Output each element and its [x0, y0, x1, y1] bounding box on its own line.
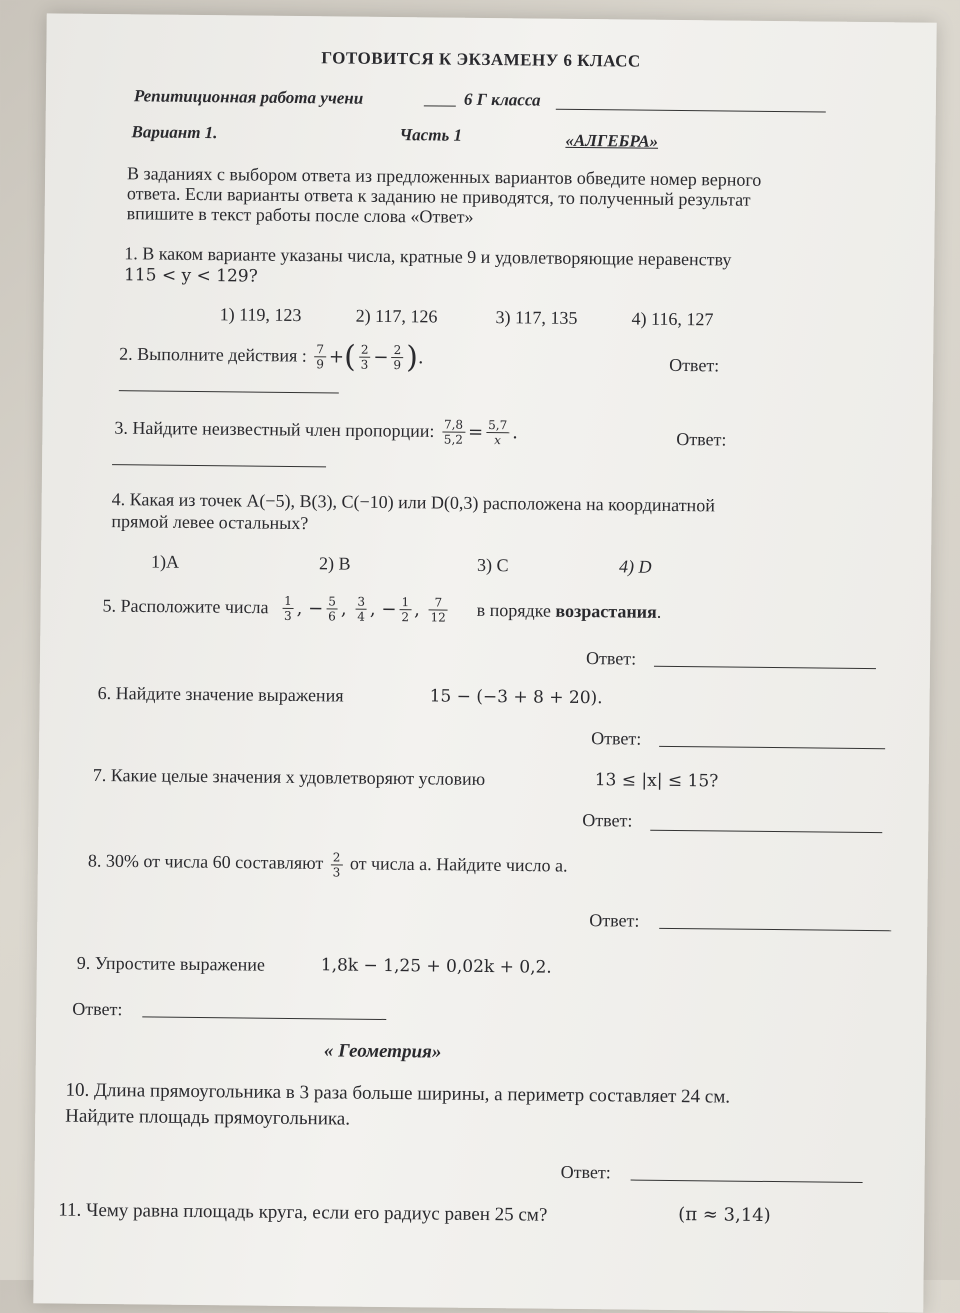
q4-option-3[interactable]: 3) C — [476, 554, 509, 576]
q2-expression: $\frac{7}{9}$ +( $\frac{2}{3}$ − $\frac{2}{9}$ ). — [316, 339, 424, 375]
q3-text — [114, 414, 518, 447]
q1-line-1: 1. В каком варианте указаны числа, кратные 9 и удовлетворяющие неравенству — [124, 243, 732, 270]
q3-expression: $\frac{7,8}{5,2}$ = $\frac{5,7}{x}$ . — [443, 417, 519, 448]
q7-expression: 13 ≤ |x| ≤ 15? — [594, 770, 719, 792]
q6-answer-label: Ответ: — [591, 728, 642, 749]
q10-line-2: Найдите площадь прямоугольника. — [65, 1105, 351, 1130]
q3-fraction-2: $\frac{5,7}{x}$ — [486, 418, 509, 447]
q10-answer-label: Ответ: — [560, 1161, 611, 1183]
q5-answer-label: Ответ: — [585, 648, 637, 669]
q11-text: 11. Чему равна площадь круга, если его радиус равен 25 см? — [58, 1199, 548, 1226]
part-label: Часть 1 — [399, 125, 463, 145]
q3-answer-line[interactable] — [112, 464, 326, 467]
q2-answer-label: Ответ: — [669, 354, 720, 376]
q8-text — [88, 848, 568, 882]
q7-answer-label: Ответ: — [582, 810, 633, 831]
q1-line-2: 115 < y < 129? — [123, 265, 258, 287]
q2-fraction-3: $\frac{2}{9}$ — [393, 343, 402, 373]
q4-line-1: 4. Какая из точек A(−5), B(3), C(−10) или D(0,3) расположена на координатной — [111, 489, 716, 516]
q4-option-4[interactable]: 4) D — [618, 556, 652, 577]
q10-answer-line[interactable] — [631, 1180, 863, 1183]
q5-text — [102, 592, 661, 627]
q2-answer-line[interactable] — [119, 390, 339, 393]
q9-expression: 1,8k − 1,25 + 0,02k + 0,2. — [320, 955, 552, 978]
q5-numbers: $\frac{1}{3}$ , − $\frac{5}{6}$ , $\frac{3}{4}$ , − $\frac{1}{2}$ , $\frac{7}{12}$ — [279, 597, 457, 620]
q1-option-1[interactable]: 1) 119, 123 — [219, 304, 302, 326]
class-label: 6 Г класса — [463, 89, 541, 110]
instruction-line-2: ответа. Если варианты ответа к заданию не приводятся, то полученный результат — [126, 183, 751, 210]
q4-line-2: прямой левее остальных? — [111, 511, 309, 534]
q9-answer-label: Ответ: — [72, 998, 123, 1020]
q2-fraction-1: $\frac{7}{9}$ — [316, 342, 325, 372]
q8-fraction: $\frac{2}{3}$ — [332, 850, 341, 880]
q5-fraction-5: $\frac{7}{12}$ — [428, 595, 448, 624]
variant-label: Вариант 1. — [131, 122, 218, 143]
section-algebra: «АЛГЕБРА» — [565, 130, 659, 151]
q5-fraction-2: $\frac{5}{6}$ — [328, 594, 337, 624]
class-name-line — [556, 109, 826, 113]
q9-text: 9. Упростите выражение — [76, 952, 266, 975]
q9-answer-line[interactable] — [142, 1016, 386, 1020]
q7-text: 7. Какие целые значения х удовлетворяют условию — [92, 764, 486, 790]
q5-answer-line[interactable] — [654, 666, 876, 669]
q6-text: 6. Найдите значение выражения — [97, 682, 344, 706]
q2-fraction-2: $\frac{2}{3}$ — [360, 342, 369, 372]
work-label: Репитиционная работа учени — [133, 86, 364, 108]
q7-answer-line[interactable] — [650, 830, 882, 833]
q1-option-3[interactable]: 3) 117, 135 — [495, 307, 578, 328]
q8-pre: 8. 30% от числа 60 составляют — [87, 850, 324, 873]
worksheet-page — [33, 13, 936, 1312]
section-geometry: « Геометрия» — [323, 1040, 442, 1063]
q2-label: 2. Выполните действия : — [119, 343, 307, 366]
q8-answer-label: Ответ: — [589, 910, 640, 931]
q1-option-4[interactable]: 4) 116, 127 — [631, 308, 714, 330]
instruction-line-3: впишите в текст работы после слова «Ответ» — [126, 203, 474, 227]
q5-fraction-4: $\frac{1}{2}$ — [401, 595, 410, 625]
q5-tail: в порядке возрастания. — [476, 599, 662, 622]
q5-fraction-1: $\frac{1}{3}$ — [283, 593, 292, 623]
q8-post: от числа a. Найдите число a. — [349, 853, 568, 876]
q11-expression: (π ≈ 3,14) — [678, 1204, 771, 1227]
q6-expression: 15 − (−3 + 8 + 20). — [429, 686, 603, 709]
q4-option-2[interactable]: 2) B — [318, 553, 351, 574]
q5-fraction-3: $\frac{3}{4}$ — [357, 594, 366, 624]
q6-answer-line[interactable] — [659, 746, 885, 749]
q10-line-1: 10. Длина прямоугольника в 3 раза больше ширины, а периметр составляет 24 см. — [65, 1079, 731, 1108]
q4-option-1[interactable]: 1)A — [150, 551, 180, 572]
q1-option-2[interactable]: 2) 117, 126 — [355, 305, 438, 327]
q8-answer-line[interactable] — [659, 928, 891, 931]
instruction-line-1: В заданиях с выбором ответа из предложенных вариантов обведите номер верного — [127, 163, 762, 190]
page-title: ГОТОВИТСЯ К ЭКЗАМЕНУ 6 КЛАСС — [321, 48, 641, 71]
q3-fraction-1: $\frac{7,8}{5,2}$ — [443, 417, 464, 447]
student-name-line — [424, 105, 456, 106]
q3-label: 3. Найдите неизвестный член пропорции: — [114, 417, 435, 441]
q5-label: 5. Расположите числа — [102, 595, 269, 618]
q3-answer-label: Ответ: — [676, 428, 727, 450]
q2-text — [119, 339, 424, 375]
